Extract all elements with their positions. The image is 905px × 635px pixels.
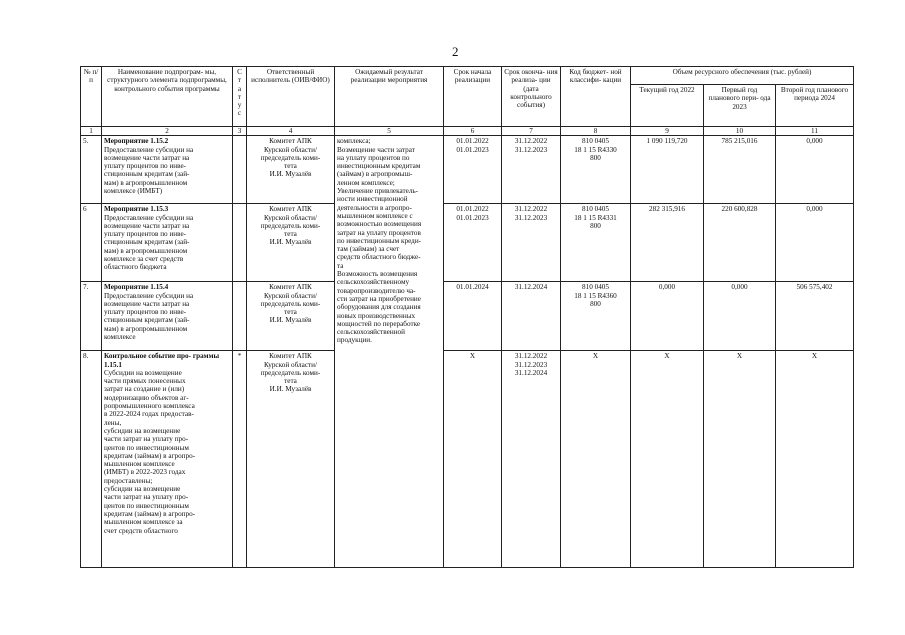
col-number: 9 [631, 127, 704, 136]
result-line: мышленном комплексе с [337, 211, 413, 220]
result-line: сти затрат на приобретение [337, 294, 421, 303]
code-line: 800 [590, 221, 601, 230]
row-num: 8. [81, 351, 102, 568]
exec-line: Комитет АПК [269, 352, 312, 361]
row-desc-line: возмещение части затрат на [104, 299, 190, 308]
row-desc-line: счет средств областного [104, 526, 178, 535]
exec-line: И.И. Музалёв [269, 238, 312, 247]
row-desc-line: предоставлены; [104, 476, 153, 485]
row-desc-line: Предоставление субсидии на [104, 213, 194, 222]
header-result: Ожидаемый результат реализации мероприятия [335, 67, 444, 127]
end-date: 31.12.2024 [514, 283, 548, 292]
row-year-3: 0,000 [776, 204, 854, 282]
start-date: X [469, 352, 476, 361]
exec-line: тета [284, 308, 297, 317]
exec-line: Курской области/ [263, 360, 318, 369]
result-line: товаропроизводителю ча- [337, 286, 416, 295]
table-row [81, 204, 854, 282]
result-line: комплекса; [337, 137, 371, 146]
col-number: 3 [233, 127, 247, 136]
code-line: 800 [590, 153, 601, 162]
row-status: * [233, 351, 247, 568]
end-date: 31.12.2022 [514, 352, 548, 361]
result-line: ности инвестиционной [337, 195, 408, 204]
row-desc-line: Предоставление субсидии на [104, 291, 194, 300]
row-title: Мероприятие 1.15.4 [104, 283, 169, 292]
result-line: продукции. [337, 336, 372, 345]
row-title: Мероприятие 1.15.2 [104, 137, 169, 146]
row-exec [247, 282, 335, 351]
col-number: 10 [704, 127, 776, 136]
exec-line: Курской области/ [263, 213, 318, 222]
row-desc-line: лены, [104, 418, 122, 427]
row-exec [247, 136, 335, 204]
row-code [561, 351, 631, 568]
end-date: 31.12.2024 [514, 368, 548, 377]
row-desc-line: стиционным кредитам (зай- [104, 316, 190, 325]
result-line: Возмещение части затрат [337, 145, 415, 154]
row-name [102, 282, 233, 351]
result-line: затрат на уплату процентов [337, 228, 421, 237]
row-code [561, 136, 631, 204]
row-desc-line: кредитам (займам) в агропро- [104, 451, 196, 460]
row-desc-line: стиционным кредитам (зай- [104, 170, 190, 179]
row-desc-line: мам) в агропромышленном [104, 324, 188, 333]
row-title: Мероприятие 1.15.3 [104, 205, 169, 214]
page-number: 2 [452, 44, 459, 59]
result-line: Увеличение привлекатель- [337, 187, 419, 196]
row-desc-line: мышленном комплексе за [104, 518, 183, 527]
header-num: № п/п [81, 67, 102, 127]
row-year-1: 282 315,916 [631, 204, 704, 282]
row-desc-line: Предоставление субсидии на [104, 145, 194, 154]
row-end [502, 351, 561, 568]
row-name [102, 136, 233, 204]
row-end [502, 136, 561, 204]
end-date: 31.12.2023 [514, 213, 548, 222]
header-name: Наименование подпрограм- мы, структурного элемента подпрограммы, контрольного события программы [102, 67, 233, 127]
end-date: 31.12.2023 [514, 145, 548, 154]
row-status [233, 136, 247, 204]
result-line: мощностей по переработке [337, 319, 421, 328]
row-num: 7. [81, 282, 102, 351]
result-line: там (займам) за счет [337, 245, 400, 254]
exec-line: председатель коми- [260, 221, 321, 230]
row-desc-line: стиционным кредитам (зай- [104, 238, 190, 247]
result-line: на уплату процентов по [337, 153, 410, 162]
col-number: 2 [102, 127, 233, 136]
row-code [561, 282, 631, 351]
row-exec [247, 204, 335, 282]
exec-line: тета [284, 162, 297, 171]
header-year-1: Текущий год 2022 [631, 85, 704, 127]
result-line: новых производственных [337, 311, 416, 320]
start-date: 01.01.2023 [456, 145, 489, 154]
code-line: 800 [590, 299, 601, 308]
row-name [102, 204, 233, 282]
row-num: 5. [81, 136, 102, 204]
row-year-2: 0,000 [704, 282, 776, 351]
exec-line: Комитет АПК [269, 283, 312, 292]
result-line: возможностью возмещения [337, 220, 422, 229]
col-number: 7 [502, 127, 561, 136]
header-volume: Объем ресурсного обеспечения (тыс. рублей) [631, 67, 854, 85]
row-desc-line: ропромышленного комплекса [104, 402, 195, 411]
exec-line: И.И. Музалёв [269, 385, 312, 394]
code-line: 18 1 15 R4331 [574, 213, 617, 222]
status-letter: а [237, 84, 242, 93]
start-date: 01.01.2024 [456, 283, 489, 292]
row-year-1: 0,000 [631, 282, 704, 351]
exec-line: председатель коми- [260, 153, 321, 162]
status-letter: т [237, 92, 242, 101]
header-end: Срок оконча- ния реализа- ции (дата контрольного события) [502, 67, 561, 127]
row-desc-line: уплату процентов по инве- [104, 162, 187, 171]
result-line: Возможность возмещения [337, 270, 418, 279]
row-status [233, 204, 247, 282]
result-line: деятельности в агропро- [337, 203, 412, 212]
row-desc-line: мам) в агропромышленном [104, 178, 188, 187]
status-letter: с [237, 109, 242, 118]
row-desc-line: части затрат на уплату про- [104, 493, 189, 502]
exec-line: тета [284, 230, 297, 239]
header-year-2: Первый год планового пери- ода 2023 [704, 85, 776, 127]
table-row [81, 282, 854, 351]
result-line: сельскохозяйственной [337, 328, 405, 337]
row-desc-line: возмещение части затрат на [104, 153, 190, 162]
end-date: 31.12.2022 [514, 137, 548, 146]
col-number: 4 [247, 127, 335, 136]
row-year-1: 1 090 119,720 [631, 136, 704, 204]
exec-line: И.И. Музалёв [269, 316, 312, 325]
result-line: по инвестиционным креди- [337, 236, 422, 245]
result-line: (займам) в агропромыш- [337, 170, 413, 179]
exec-line: председатель коми- [260, 368, 321, 377]
result-line: средств областного бюдже- [337, 253, 421, 262]
row-year-2: X [704, 351, 776, 568]
row-desc-line: комплексе (ИМБТ) [104, 187, 163, 196]
row-start [444, 136, 502, 204]
row-year-3: 506 575,402 [776, 282, 854, 351]
row-desc-line: комплексе за счет средств [104, 255, 184, 264]
exec-line: Комитет АПК [269, 137, 312, 146]
row-desc-line: части прямых понесенных [104, 377, 186, 386]
row-title: Контрольное событие про- граммы 1.15.1 [104, 352, 220, 369]
header-status [233, 67, 247, 127]
table-row [81, 351, 854, 568]
result-line: та [337, 261, 344, 270]
col-number: 1 [81, 127, 102, 136]
code-line: 810 0405 [582, 205, 609, 214]
exec-line: И.И. Музалёв [269, 170, 312, 179]
exec-line: Курской области/ [263, 145, 318, 154]
row-desc-line: уплату процентов по инве- [104, 230, 187, 239]
end-date: 31.12.2022 [514, 205, 548, 214]
result-line: инвестиционным кредитам [337, 162, 421, 171]
result-line: сельскохозяйственному [337, 278, 410, 287]
result-line: ленном комплексе; [337, 178, 395, 187]
exec-line: тета [284, 377, 297, 386]
row-year-3: X [776, 351, 854, 568]
code-line: 810 0405 [582, 283, 609, 292]
row-desc-line: комплексе [104, 333, 136, 342]
row-year-2: 785 215,016 [704, 136, 776, 204]
row-start [444, 282, 502, 351]
col-number: 5 [335, 127, 444, 136]
row-desc-line: мам) в агропромышленном [104, 246, 188, 255]
row-year-1: X [631, 351, 704, 568]
start-date: 01.01.2022 [456, 205, 489, 214]
row-num: 6 [81, 204, 102, 282]
exec-line: председатель коми- [260, 299, 321, 308]
code-line: X [592, 352, 599, 361]
row-desc-line: Субсидии на возмещение [104, 368, 182, 377]
status-letter: у [237, 101, 242, 110]
row-end [502, 204, 561, 282]
expected-result [335, 136, 444, 568]
row-desc-line: модернизацию объектов аг- [104, 393, 189, 402]
row-desc-line: областного бюджета [104, 263, 167, 272]
row-start [444, 204, 502, 282]
row-desc-line: части затрат на уплату про- [104, 435, 189, 444]
col-number: 11 [776, 127, 854, 136]
row-end [502, 282, 561, 351]
row-desc-line: (ИМБТ) в 2022-2023 годах [104, 468, 186, 477]
header-year-3: Второй год планового периода 2024 [776, 85, 854, 127]
row-desc-line: кредитам (займам) в агропро- [104, 509, 196, 518]
status-letter: т [237, 76, 242, 85]
row-desc-line: центов по инвестиционным [104, 501, 189, 510]
col-number: 8 [561, 127, 631, 136]
row-status [233, 282, 247, 351]
code-line: 810 0405 [582, 137, 609, 146]
table-row [81, 136, 854, 204]
row-desc-line: субсидии на возмещение [104, 426, 181, 435]
row-year-2: 220 600,828 [704, 204, 776, 282]
row-year-3: 0,000 [776, 136, 854, 204]
status-letter: С [237, 68, 242, 76]
row-desc-line: возмещение части затрат на [104, 221, 190, 230]
row-exec [247, 351, 335, 568]
exec-line: Комитет АПК [269, 205, 312, 214]
row-code [561, 204, 631, 282]
code-line: 18 1 15 R4360 [574, 291, 617, 300]
start-date: 01.01.2022 [456, 137, 489, 146]
header-code: Код бюджет- ной классифи- кации [561, 67, 631, 127]
row-desc-line: мышленном комплексе [104, 460, 175, 469]
end-date: 31.12.2023 [514, 360, 548, 369]
col-number: 6 [444, 127, 502, 136]
row-desc-line: субсидии на возмещение [104, 485, 181, 494]
resource-table [80, 66, 854, 568]
row-desc-line: центов по инвестиционным [104, 443, 189, 452]
row-desc-line: затрат на создание и (или) [104, 385, 185, 394]
result-line: оборудования для создания [337, 303, 421, 312]
row-desc-line: в 2022-2024 годах предостав- [104, 410, 194, 419]
exec-line: Курской области/ [263, 291, 318, 300]
row-start [444, 351, 502, 568]
code-line: 18 1 15 R4330 [574, 145, 617, 154]
header-start: Срок начала реализации [444, 67, 502, 127]
row-name [102, 351, 233, 568]
start-date: 01.01.2023 [456, 213, 489, 222]
header-exec: Ответственный исполнитель (ОИВ/ФИО) [247, 67, 335, 127]
row-desc-line: уплату процентов по инве- [104, 308, 187, 317]
